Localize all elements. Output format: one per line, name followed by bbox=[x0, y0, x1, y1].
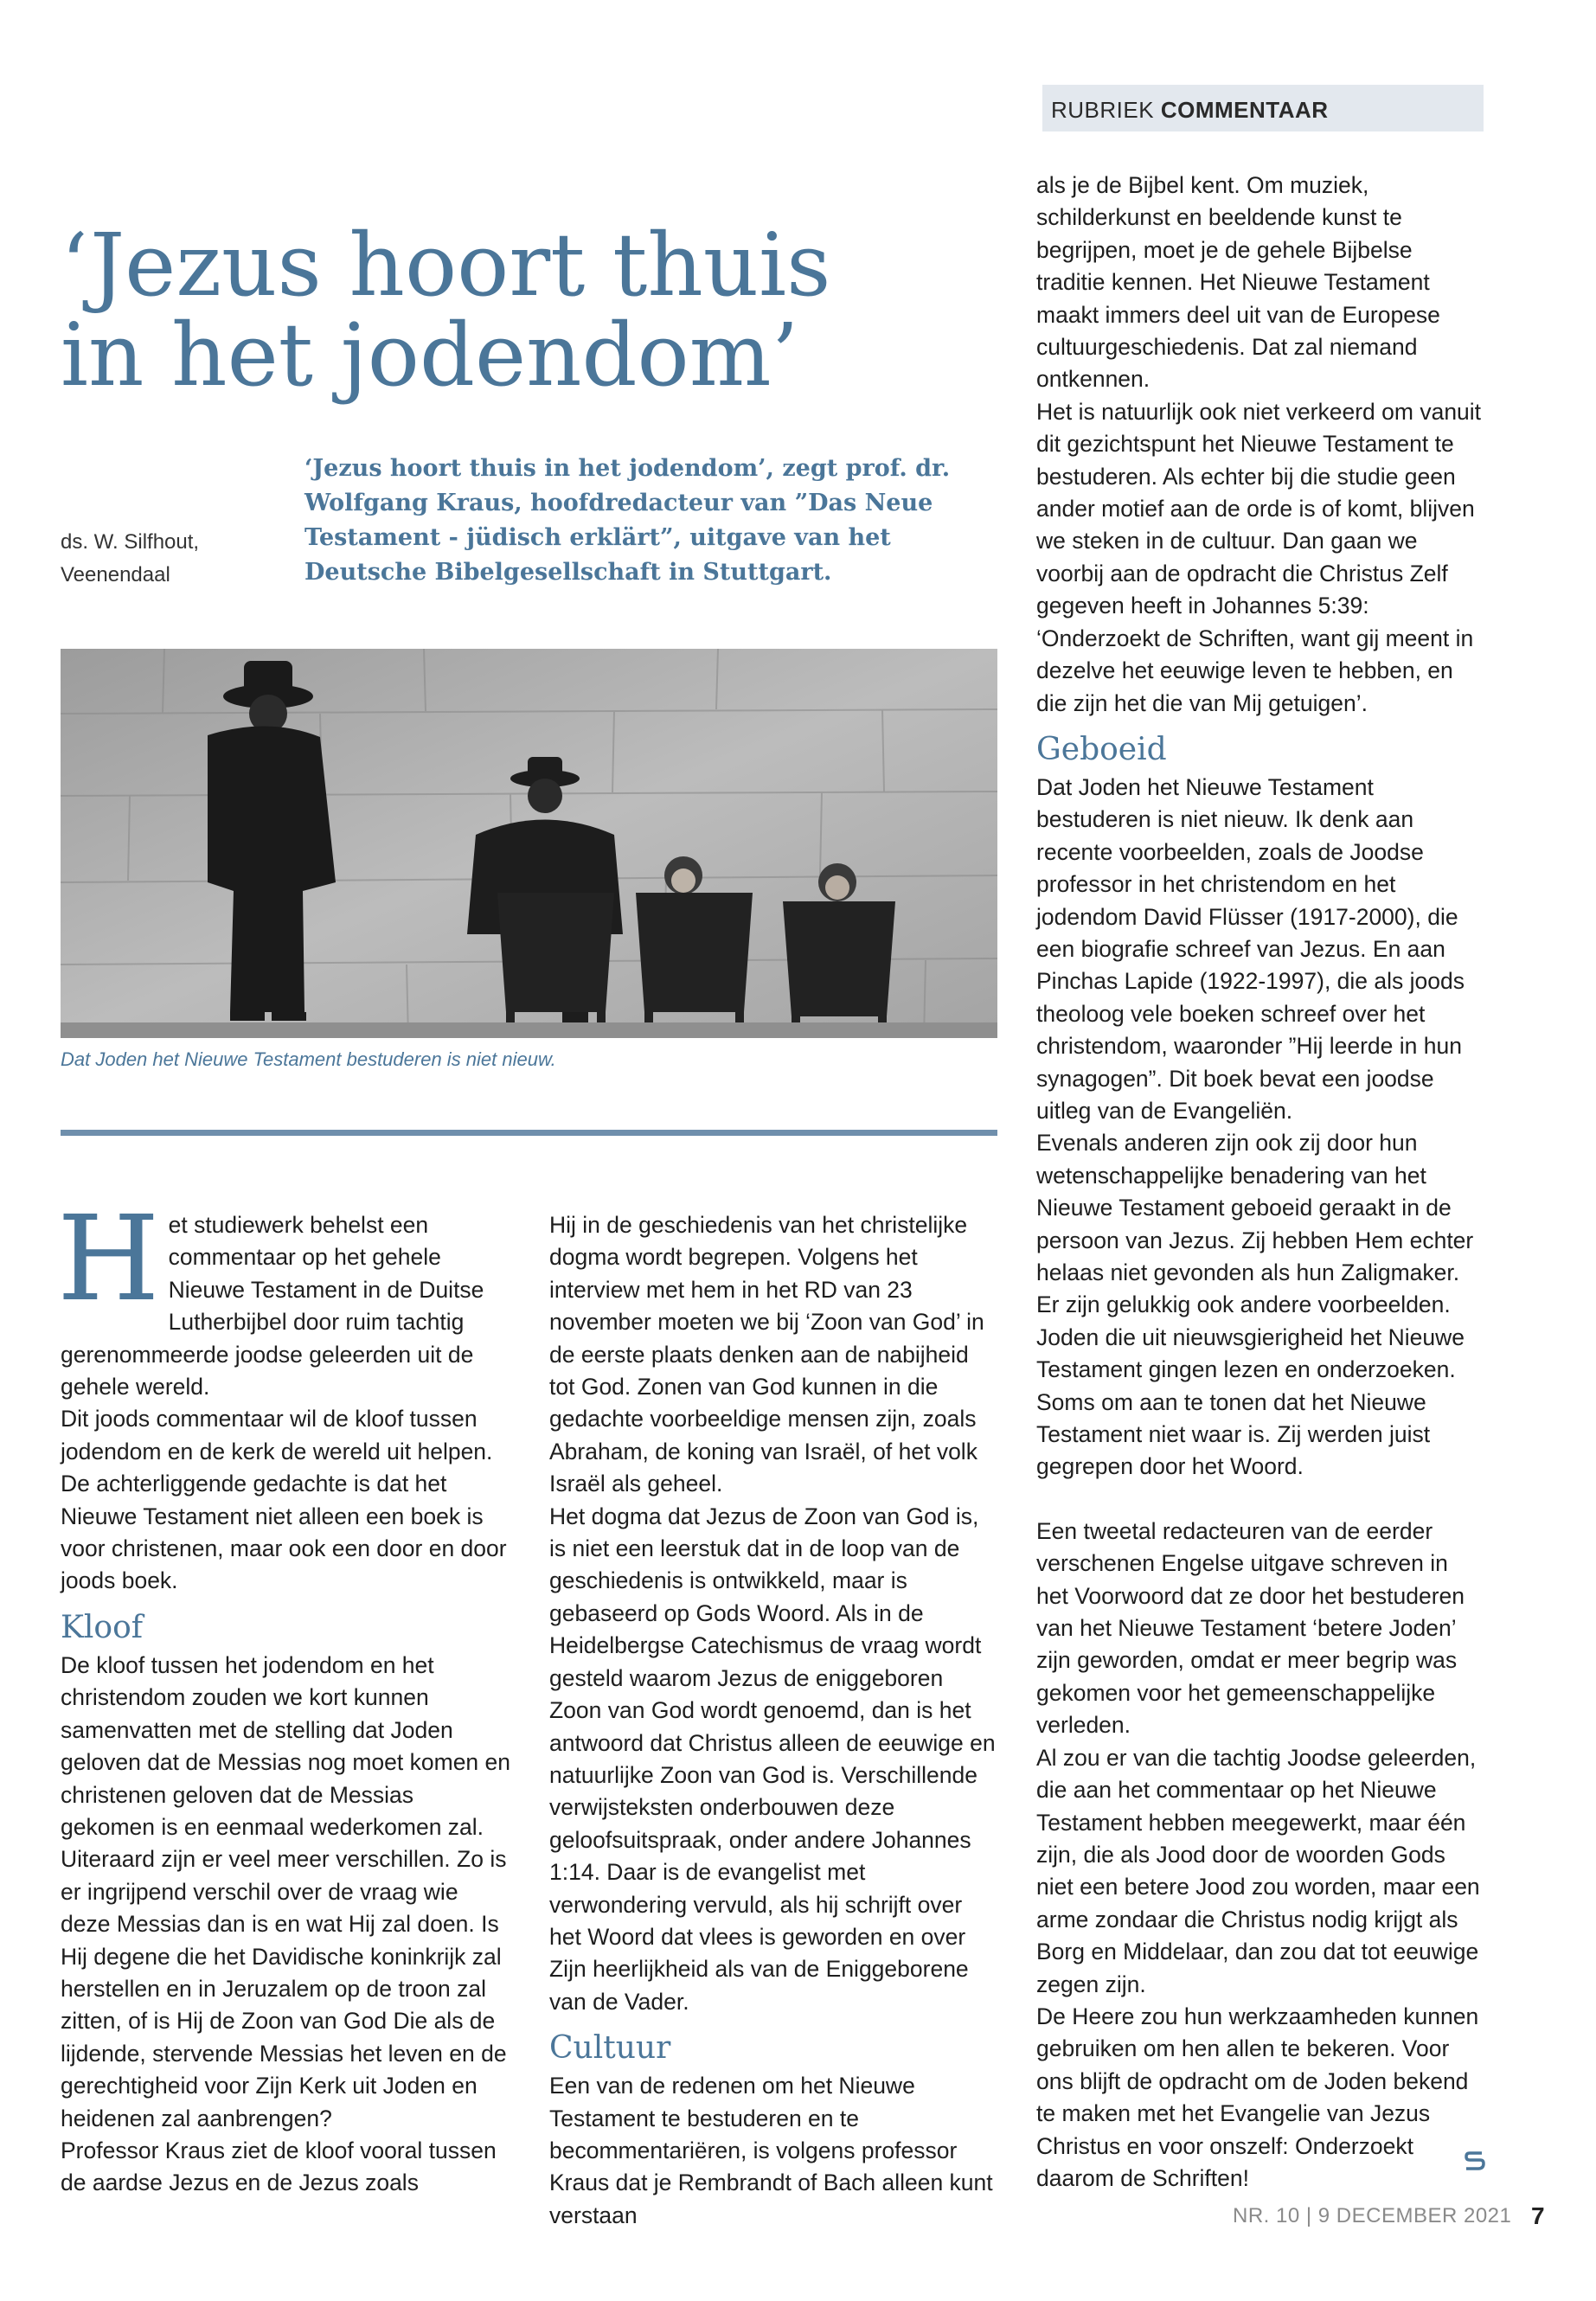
paragraph: De Heere zou hun werkzaamheden kunnen gebruiken om hen allen te bekeren. Voor ons blijft de opdracht om de Joden bekend te maken met het Evangelie van Jezus Christus en voor onszelf: Onderzoekt daarom de Schriften! bbox=[1036, 2003, 1479, 2191]
article-photo bbox=[61, 649, 997, 1038]
paragraph: Dit joods commentaar wil de kloof tussen jodendom en de kerk de wereld uit helpen. bbox=[61, 1406, 493, 1465]
drop-cap: H bbox=[57, 1191, 160, 1328]
article-intro: ‘Jezus hoort thuis in het jodendom’, zegt prof. dr. Wolfgang Kraus, hoofdredacteur van ”Das Neue Testament - jüdisch erklärt”, uitgave van het Deutsche Bibelgesellschaft in Stuttgart. bbox=[304, 455, 951, 586]
paragraph: Evenals anderen zijn ook zij door hun wetenschappelijke benadering van het Nieuwe Testament geboeid geraakt in de persoon van Jezus. Zij hebben Hem echter helaas niet gevonden als hun Zaligmaker. Er zijn gelukkig ook andere voorbeelden. Joden die uit nieuwsgierigheid het Nieuwe Testament gingen lezen en onderzoeken. Soms om aan te tonen dat het Nieuwe Testament niet waar is. Zij werden juist gegrepen door het Woord. bbox=[1036, 1130, 1474, 1480]
title-line-1: ‘Jezus hoort thuis bbox=[61, 215, 831, 316]
article-title bbox=[61, 215, 969, 406]
paragraph: Professor Kraus ziet de kloof vooral tussen de aardse Jezus en de Jezus zoals bbox=[61, 2137, 497, 2196]
paragraph: Hij in de geschiedenis van het christelijke dogma wordt begrepen. Volgens het interview met hem in het RD van 23 november moeten we bij ‘Zoon van God’ in de eerste plaats denken aan de nabijheid tot God. Zonen van God kunnen in die gedachte voorbeeldige mensen zijn, zoals Abraham, de koning van Israël, of het volk Israël als geheel. bbox=[549, 1212, 984, 1497]
article-end-icon bbox=[1465, 2151, 1485, 2170]
paragraph: De achterliggende gedachte is dat het Nieuwe Testament niet alleen een boek is voor christenen, maar ook een door en door joods boek. bbox=[61, 1471, 507, 1594]
author-place: Veenendaal bbox=[61, 563, 170, 586]
paragraph: De kloof tussen het jodendom en het christendom zouden we kort kunnen samenvatten met de stelling dat Joden geloven dat de Messias nog moet komen en christenen geloven dat de Messias gekomen is en eenmaal wederkomen zal. Uiteraard zijn er veel meer verschillen. Zo is er ingrijpend verschil over de vraag wie deze Messias dan is en wat Hij zal doen. Is Hij degene die het Davidische koninkrijk zal herstellen en in Jeruzalem op de troon zal zitten, of is Hij de Zoon van God Die als de lijdende, stervende Messias het leven en de gerechtigheid voor Zijn Kerk uit Joden en heidenen zal aanbrengen? bbox=[61, 1651, 511, 2131]
author-byline bbox=[61, 526, 285, 592]
page-number: 7 bbox=[1531, 2202, 1545, 2229]
paragraph: Het is natuurlijk ook niet verkeerd om vanuit dit gezichtspunt het Nieuwe Testament te bestuderen. Als echter bij die studie geen ander motief aan de orde is of komt, blijven we steken in de cultuur. Dan gaan we voorbij aan de opdracht die Christus Zelf gegeven heeft in Johannes 5:39: ‘Onderzoekt de Schriften, want gij meent in dezelve het eeuwige leven te hebben, en die zijn het die van Mij getuigen’. bbox=[1036, 398, 1482, 716]
article-column-2 bbox=[549, 1209, 999, 2232]
paragraph: Al zou er van die tachtig Joodse geleerden, die aan het commentaar op het Nieuwe Testament hebben meegewerkt, maar één zijn, die als Jood door de woorden Gods niet een betere Jood zou worden, maar een arme zondaar die Christus nodig krijgt als Borg en Middelaar, dan zou dat tot eeuwige zegen zijn. bbox=[1036, 1744, 1480, 1997]
rubric-label: RUBRIEK COMMENTAAR bbox=[1051, 97, 1329, 123]
author-name: ds. W. Silfhout, bbox=[61, 530, 200, 554]
paragraph: Een tweetal redacteuren van de eerder verschenen Engelse uitgave schreven in het Voorwoord dat ze door het bestuderen van het Nieuwe Testament ‘betere Joden’ zijn geworden, omdat er meer begrip was gekomen voor het gemeenschappelijke verleden. bbox=[1036, 1517, 1465, 1739]
subheading-kloof: Kloof bbox=[61, 1609, 144, 1645]
paragraph: als je de Bijbel kent. Om muziek, schilderkunst en beeldende kunst te begrijpen, moet je de gehele Bijbelse traditie kennen. Het Nieuwe Testament maakt immers deel uit van de Europese cultuurgeschiedenis. Dat zal niemand ontkennen. bbox=[1036, 172, 1440, 393]
article-column-3 bbox=[1036, 170, 1486, 2195]
subheading-geboeid: Geboeid bbox=[1036, 731, 1167, 767]
paragraph: Het dogma dat Jezus de Zoon van God is, is niet een leerstuk dat in de loop van de geschiedenis is ontwikkeld, maar is gebaseerd op Gods Woord. Als in de Heidelbergse Catechismus de vraag wordt gesteld waarom Jezus de eniggeboren Zoon van God wordt genoemd, dan is het antwoord dat Christus alleen de eeuwige en natuurlijke Zoon van God is. Verschillende verwijsteksten onderbouwen deze geloofsuitspraak, onder andere Johannes 1:14. Daar is de evangelist met verwondering vervuld, als hij schrijft over het Woord dat vlees is geworden en over Zijn heerlijkheid als van de Eniggeborene van de Vader. bbox=[549, 1503, 996, 2015]
section-divider bbox=[61, 1130, 997, 1136]
paragraph: Dat Joden het Nieuwe Testament bestuderen is niet nieuw. Ik denk aan recente voorbeelden, zoals de Joodse professor in het christendom en het jodendom David Flüsser (1917-2000), die een biografie schreef van Jezus. En aan Pinchas Lapide (1922-1997), die als joods theoloog vele boeken schreef over het christendom, waaronder ”Hij leerde in hun synagogen”. Dit boek bevat een joodse uitleg van de Evangeliën. bbox=[1036, 773, 1465, 1124]
article-column-1 bbox=[57, 1191, 511, 2200]
opening-paragraph: Het studiewerk behelst een commentaar op het gehele Nieuwe Testament in de Duitse Lutherbijbel door ruim tachtig gerenommeerde joodse geleerden uit de gehele wereld. bbox=[57, 1191, 484, 1400]
paragraph: Een van de redenen om het Nieuwe Testament te bestuderen en te becommentariëren, is volgens professor Kraus dat je Rembrandt of Bach alleen kunt verstaan bbox=[549, 2073, 993, 2228]
issue-info: NR. 10 | 9 DECEMBER 2021 bbox=[1233, 2204, 1512, 2227]
title-line-2: in het jodendom’ bbox=[61, 304, 799, 406]
photo-caption: Dat Joden het Nieuwe Testament bestuderen is niet nieuw. bbox=[61, 1048, 556, 1070]
subheading-cultuur: Cultuur bbox=[549, 2030, 671, 2067]
rubric-bar bbox=[1042, 85, 1484, 131]
